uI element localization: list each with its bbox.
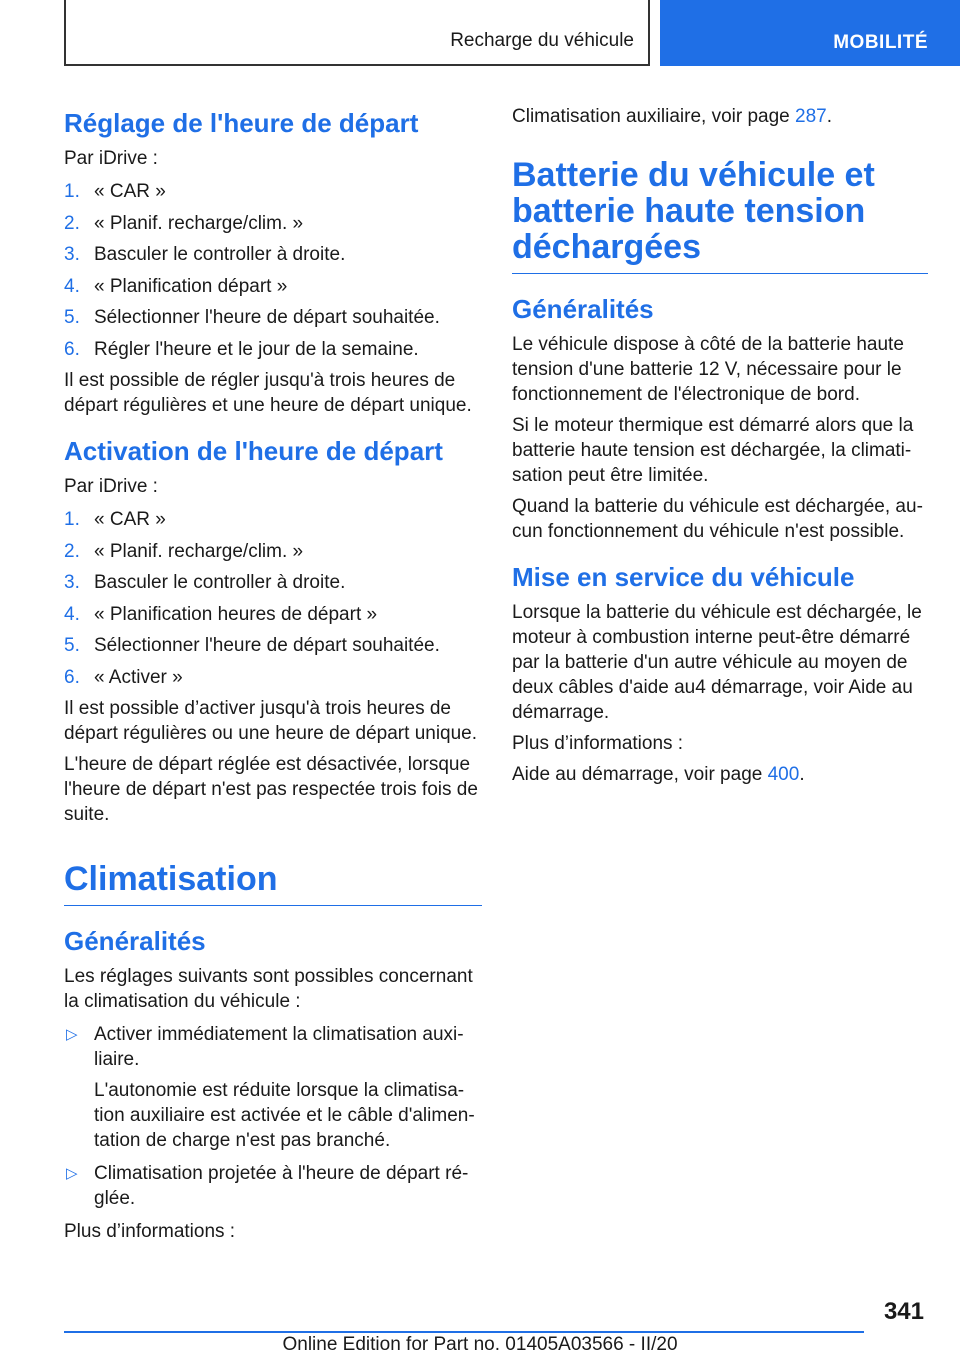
- heading-generalities: Généralités: [512, 294, 654, 324]
- intro-text: Par iDrive :: [64, 148, 158, 169]
- paragraph: Lorsque la batterie du véhicule est déchargée, le moteur à combustion interne peut-être démarré par la batterie d'un autre véhicule au moyen de deux câbles d'aide au4 démarrage, voir Aide au démarrage.: [512, 602, 922, 723]
- list-item: 5. Sélectionner l'heure de départ souhaitée.: [64, 635, 440, 656]
- paragraph: Quand la batterie du véhicule est déchargée, aucun fonctionnement du véhicule n'est possible.: [512, 496, 923, 542]
- list-item: 5. Sélectionner l'heure de départ souhaitée.: [64, 307, 440, 328]
- heading-departure-time-setting: Réglage de l'heure de départ: [64, 108, 419, 138]
- page-link-287[interactable]: 287: [795, 106, 827, 127]
- right-column: [512, 100, 928, 787]
- list-item: 3. Basculer le controller à droite.: [64, 244, 346, 265]
- paragraph: Si le moteur thermique est démarré alors que la batterie haute tension est déchargée, la climatisation peut être limitée.: [512, 415, 914, 486]
- list-item: 1. « CAR »: [64, 181, 166, 202]
- heading-vehicle-start: Mise en service du véhicule: [512, 562, 855, 592]
- paragraph: L'heure de départ réglée est désactivée, lorsque l'heure de départ n'est pas respectée trois fois de suite.: [64, 754, 478, 825]
- chapter-title: MOBILITÉ: [833, 32, 928, 53]
- triangle-bullet-icon: ▷: [66, 1026, 78, 1043]
- steps-list-setting: [64, 179, 482, 362]
- list-item: 4. « Planification départ »: [64, 275, 288, 297]
- page-number: 341: [883, 1298, 924, 1325]
- list-item: 2. « Planif. recharge/clim. »: [64, 212, 304, 234]
- list-item: 4. « Planification heures de départ »: [64, 603, 378, 625]
- heading-discharged-batteries: Batterie du véhicule et batterie haute tension déchargées: [512, 157, 928, 274]
- paragraph: Il est possible de régler jusqu'à trois heures de départ régulières et une heure de départ unique.: [64, 370, 472, 416]
- heading-generalities: Généralités: [64, 926, 206, 956]
- list-item: ▷ Climatisation projetée à l'heure de départ réglée.: [66, 1163, 469, 1209]
- paragraph: Plus d’informations :: [64, 1221, 236, 1242]
- page-link-400[interactable]: 400: [767, 764, 800, 785]
- header-chapter-tab: [660, 0, 960, 66]
- heading-climatisation: Climatisation: [64, 861, 482, 906]
- paragraph: L'autonomie est réduite lorsque la climatisation auxiliaire est activée et le câble d'alimentation de charge n'est pas branché.: [94, 1080, 475, 1151]
- paragraph: Il est possible d’activer jusqu'à trois heures de départ régulières ou une heure de départ unique.: [64, 698, 478, 744]
- paragraph: Les réglages suivants sont possibles concernant la climatisation du véhicule :: [64, 966, 473, 1012]
- steps-list-activation: [64, 507, 482, 690]
- list-item: 6. Régler l'heure et le jour de la semaine.: [64, 338, 419, 360]
- left-column: [64, 100, 482, 1244]
- list-item: 1. « CAR »: [64, 509, 166, 530]
- bullet-list: [64, 1022, 482, 1211]
- paragraph: Le véhicule dispose à côté de la batterie haute tension d'une batterie 12 V, nécessaire pour le fonctionnement de l'électronique de bord.: [512, 334, 904, 405]
- cross-reference: Climatisation auxiliaire, voir page 287.: [512, 106, 832, 127]
- header-section-tab: [64, 0, 650, 66]
- list-item: ▷ Activer immédiatement la climatisation auxiliaire. L'autonomie est réduite lorsque la climatisation auxiliaire est activée et le câble d'alimentation de charge n'est pas branché.: [64, 1022, 482, 1153]
- edition-note: Online Edition for Part no. 01405A03566 - II/20: [282, 1334, 678, 1355]
- cross-reference: Aide au démarrage, voir page 400.: [512, 764, 805, 785]
- list-item: 6. « Activer »: [64, 666, 183, 688]
- list-item: 2. « Planif. recharge/clim. »: [64, 540, 304, 562]
- triangle-bullet-icon: ▷: [66, 1165, 78, 1182]
- footer-divider: [64, 1331, 864, 1333]
- intro-text: Par iDrive :: [64, 476, 158, 497]
- heading-departure-time-activation: Activation de l'heure de départ: [64, 436, 443, 466]
- paragraph: Plus d’informations :: [512, 733, 684, 754]
- list-item: 3. Basculer le controller à droite.: [64, 572, 346, 593]
- section-title: Recharge du véhicule: [450, 30, 634, 51]
